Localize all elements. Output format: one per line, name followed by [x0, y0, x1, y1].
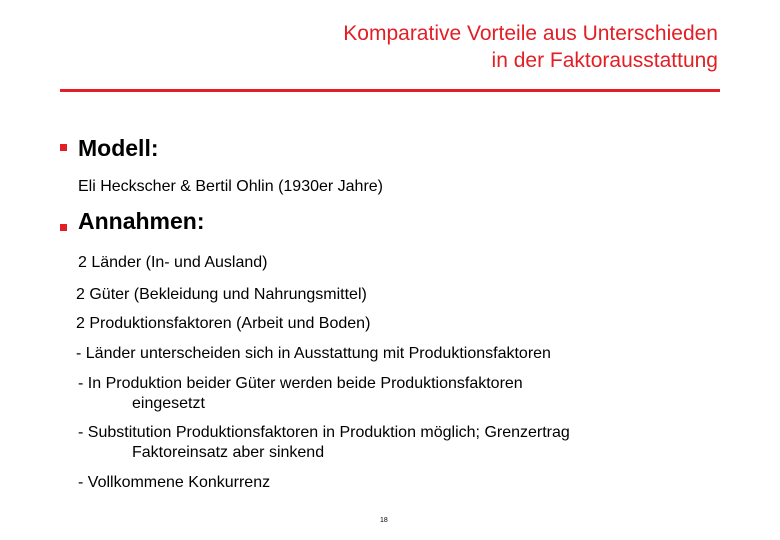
section-heading-modell: Modell:	[78, 135, 159, 161]
model-authors-text: Eli Heckscher & Bertil Ohlin (1930er Jahre)	[78, 178, 384, 195]
slide-title	[343, 20, 718, 74]
assumption-item: 2 Güter (Bekleidung und Nahrungsmittel)	[76, 286, 367, 303]
assumption-item-continuation: eingesetzt	[132, 395, 205, 412]
title-line-1: Komparative Vorteile aus Unterschieden	[343, 22, 718, 45]
bullet-square-icon	[60, 144, 67, 151]
assumption-item: 2 Länder (In- und Ausland)	[78, 254, 268, 271]
section-heading-annahmen: Annahmen:	[78, 208, 205, 234]
bullet-square-icon	[60, 224, 67, 231]
page-number: 18	[380, 517, 388, 524]
assumption-item: - Länder unterscheiden sich in Ausstattung mit Produktionsfaktoren	[76, 345, 551, 362]
title-line-2: in der Faktorausstattung	[491, 49, 718, 72]
assumption-item-continuation: Faktoreinsatz aber sinkend	[132, 444, 325, 461]
title-divider	[60, 89, 720, 92]
assumption-item: - Vollkommene Konkurrenz	[78, 474, 271, 491]
assumption-item: 2 Produktionsfaktoren (Arbeit und Boden)	[76, 315, 371, 332]
assumption-item: - In Produktion beider Güter werden beide Produktionsfaktoren	[78, 375, 523, 392]
assumption-item: - Substitution Produktionsfaktoren in Produktion möglich; Grenzertrag	[78, 424, 570, 441]
